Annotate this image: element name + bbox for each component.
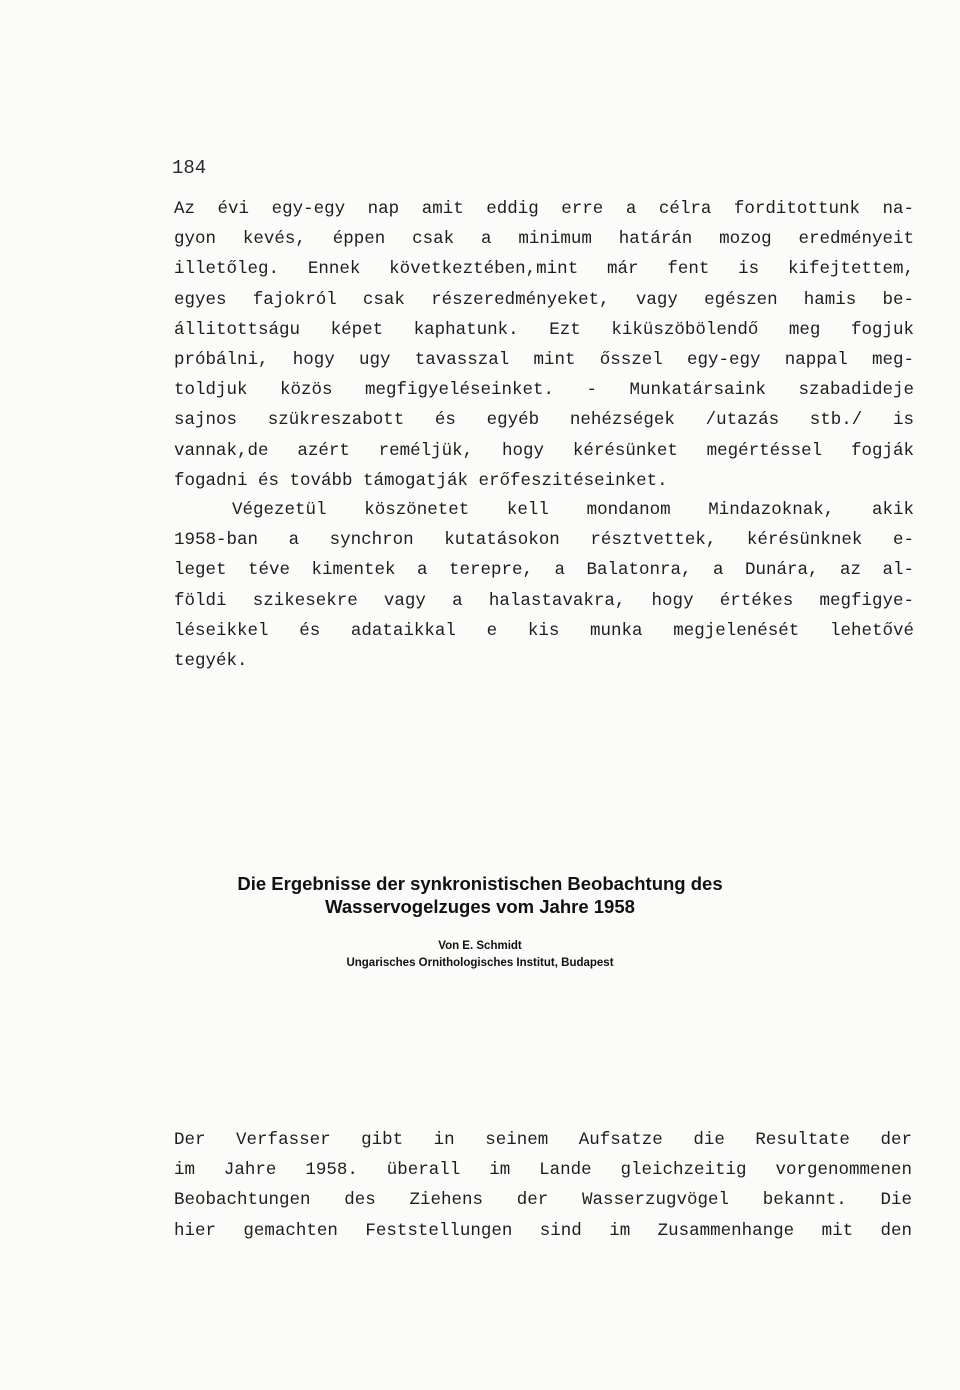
- author-institute: Ungarisches Ornithologisches Institut, Budapest: [346, 957, 614, 969]
- text-line: leget téve kimentek a terepre, a Balatonra, a Dunára, az al-: [174, 560, 914, 581]
- text-line: Der Verfasser gibt in seinem Aufsatze die Resultate der: [174, 1130, 912, 1150]
- german-paragraph: [174, 1125, 912, 1246]
- text-line: Az évi egy-egy nap amit eddig erre a célra forditottunk na-: [174, 199, 914, 219]
- text-line: földi szikesekre vagy a halastavakra, hogy értékes megfigye-: [174, 590, 914, 611]
- text-line: léseikkel és adataikkal e kis munka megjelenését lehetővé: [174, 620, 914, 641]
- text-line: Végezetül köszönetet kell mondanom Mindazoknak, akik: [232, 500, 914, 520]
- text-line: im Jahre 1958. überall im Lande gleichzeitig vorgenommenen: [174, 1160, 912, 1181]
- text-line: gyon kevés, éppen csak a minimum határán mozog eredményeit: [174, 229, 914, 250]
- author-byline: Von E. Schmidt: [438, 940, 522, 952]
- text-line: egyes fajokról csak részeredményeket, vagy egészen hamis be-: [174, 289, 914, 310]
- text-line: próbálni, hogy ugy tavasszal mint ősszel egy-egy nappal meg-: [174, 349, 914, 370]
- german-summary-heading: [150, 872, 810, 972]
- text-line: toldjuk közös megfigyeléseinket. - Munkatársaink szabadideje: [174, 380, 914, 401]
- heading-title-line-2: Wasservogelzuges vom Jahre 1958: [325, 896, 635, 917]
- page-number: 184: [172, 157, 207, 179]
- text-line: fogadni és tovább támogatják erőfeszitéseinket.: [174, 470, 668, 491]
- text-line: állitottságu képet kaphatunk. Ezt kiküszöbölendő meg fogjuk: [174, 319, 914, 340]
- text-line: illetőleg. Ennek következtében,mint már fent is kifejtettem,: [174, 259, 914, 280]
- text-line: 1958-ban a synchron kutatásokon résztvettek, kérésünknek e-: [174, 530, 914, 551]
- text-line: tegyék.: [174, 650, 248, 671]
- text-line: sajnos szükreszabott és egyéb nehézségek /utazás stb./ is: [174, 410, 914, 431]
- hungarian-paragraph-2: [174, 495, 914, 676]
- hungarian-paragraph-1: [174, 194, 914, 496]
- text-line: hier gemachten Feststellungen sind im Zusammenhange mit den: [174, 1220, 912, 1241]
- text-line: Beobachtungen des Ziehens der Wasserzugvögel bekannt. Die: [174, 1190, 912, 1211]
- heading-title-line-1: Die Ergebnisse der synkronistischen Beobachtung des: [237, 873, 723, 894]
- text-line: vannak,de azért reméljük, hogy kérésünket megértéssel fogják: [174, 440, 914, 461]
